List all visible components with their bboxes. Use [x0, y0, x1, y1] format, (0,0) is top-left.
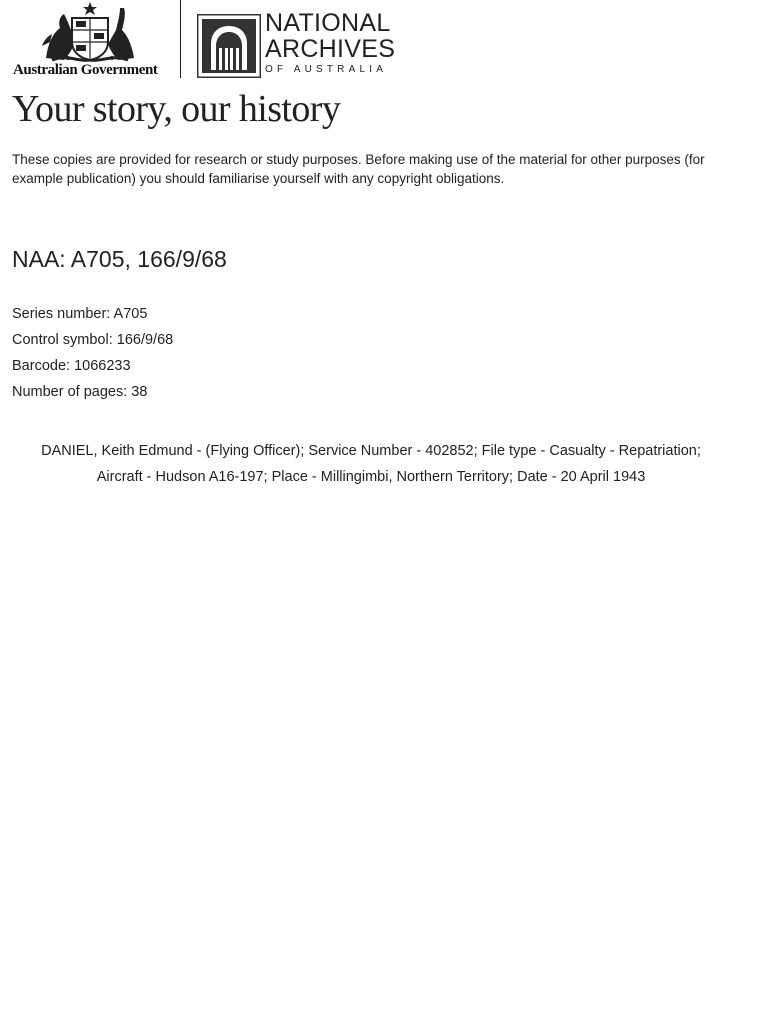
description-line-2: Aircraft - Hudson A16-197; Place - Millingimbi, Northern Territory; Date - 20 April 1943: [96, 469, 646, 485]
control-symbol: Control symbol: 166/9/68: [12, 332, 174, 348]
national-archives-wordmark: [265, 10, 395, 75]
barcode: Barcode: 1066233: [12, 358, 131, 374]
archives-line2: ARCHIVES: [265, 35, 396, 63]
header: [0, 0, 770, 86]
description-line-1: DANIEL, Keith Edmund - (Flying Officer); Service Number - 402852; File type - Casualty - Repatriation;: [41, 443, 701, 459]
government-label: Australian Government: [13, 62, 158, 78]
series-number: Series number: A705: [12, 306, 148, 322]
national-archives-logo-icon: [197, 14, 261, 78]
archives-line1: NATIONAL: [265, 9, 391, 37]
item-description: [0, 438, 742, 490]
item-metadata: [12, 304, 173, 408]
tagline: Your story, our history: [12, 88, 341, 130]
copyright-disclaimer: These copies are provided for research or study purposes. Before making use of the material for other purposes (for example publication) you should familiarise yourself with any copyright obligations.: [12, 152, 705, 186]
item-title: NAA: A705, 166/9/68: [12, 246, 227, 272]
coat-of-arms-icon: [38, 0, 142, 64]
number-of-pages: Number of pages: 38: [12, 384, 148, 400]
archives-line3: OF AUSTRALIA: [265, 64, 388, 75]
header-divider: [180, 0, 181, 78]
